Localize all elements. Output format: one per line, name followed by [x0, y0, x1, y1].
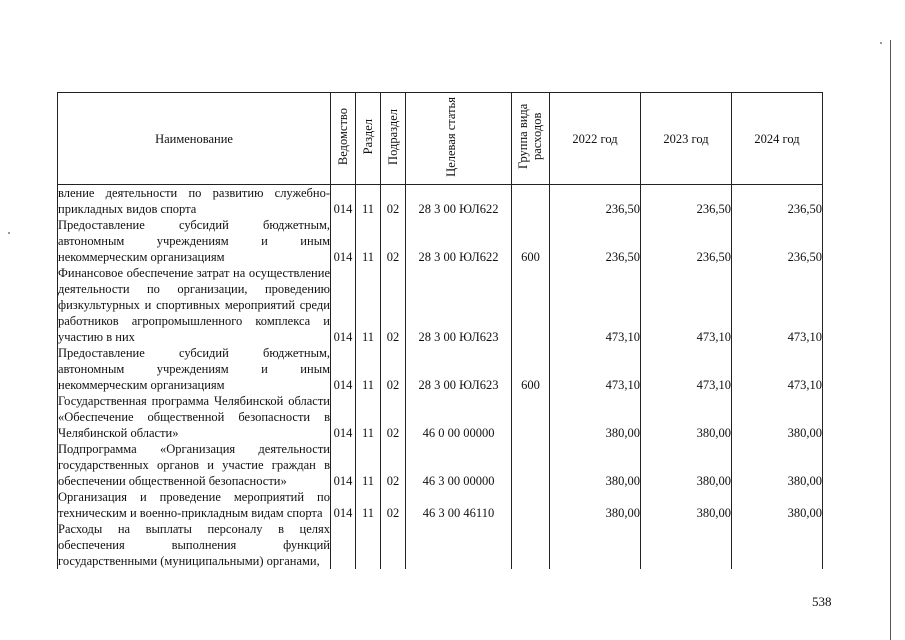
col-header-subsection: Подраздел — [381, 93, 406, 185]
row-2024 — [732, 521, 823, 569]
table-header-row — [58, 93, 823, 185]
row-subsection: 02 — [381, 393, 406, 441]
col-header-2022: 2022 год — [550, 93, 641, 185]
row-section: 11 — [356, 345, 381, 393]
row-section — [356, 521, 381, 569]
row-dept: 014 — [331, 345, 356, 393]
table-row — [58, 393, 823, 441]
row-2024: 236,50 — [732, 185, 823, 218]
table-row — [58, 441, 823, 489]
scan-edge-line — [890, 40, 891, 640]
table-row — [58, 217, 823, 265]
row-2024: 473,10 — [732, 265, 823, 345]
row-name: Подпрограмма «Организация деятельности государственных органов и участие граждан в обеспечении общественной безопасности» — [58, 442, 330, 488]
table-row — [58, 345, 823, 393]
page-number: 538 — [812, 594, 832, 609]
row-group — [512, 265, 550, 345]
row-subsection: 02 — [381, 441, 406, 489]
row-name: вление деятельности по развитию служебно-прикладных видов спорта — [58, 186, 330, 216]
row-dept: 014 — [331, 441, 356, 489]
row-2022: 380,00 — [550, 441, 641, 489]
row-2022 — [550, 521, 641, 569]
table-row — [58, 489, 823, 521]
row-group — [512, 185, 550, 218]
row-group: 600 — [512, 217, 550, 265]
row-2023: 380,00 — [641, 489, 732, 521]
row-section: 11 — [356, 265, 381, 345]
row-section: 11 — [356, 441, 381, 489]
row-group — [512, 441, 550, 489]
row-subsection: 02 — [381, 345, 406, 393]
row-dept: 014 — [331, 217, 356, 265]
table-row — [58, 521, 823, 569]
row-subsection — [381, 521, 406, 569]
row-target — [406, 521, 512, 569]
row-dept: 014 — [331, 489, 356, 521]
row-name: Предоставление субсидий бюджетным, автономным учреждениям и иным некоммерческим организациям — [58, 346, 330, 392]
table-row — [58, 265, 823, 345]
col-header-2023: 2023 год — [641, 93, 732, 185]
row-2023: 473,10 — [641, 345, 732, 393]
row-section: 11 — [356, 489, 381, 521]
row-target: 28 3 00 ЮЛ622 — [406, 185, 512, 218]
row-2023: 236,50 — [641, 185, 732, 218]
col-header-dept: Ведомство — [331, 93, 356, 185]
row-target: 46 0 00 00000 — [406, 393, 512, 441]
row-2023: 380,00 — [641, 441, 732, 489]
row-2024: 473,10 — [732, 345, 823, 393]
row-dept: 014 — [331, 393, 356, 441]
row-2023 — [641, 521, 732, 569]
row-subsection: 02 — [381, 489, 406, 521]
table-row — [58, 185, 823, 218]
row-2023: 236,50 — [641, 217, 732, 265]
col-header-name: Наименование — [58, 93, 331, 185]
row-name: Организация и проведение мероприятий по техническим и военно-прикладным видам спорта — [58, 490, 330, 520]
row-2022: 380,00 — [550, 393, 641, 441]
row-2022: 380,00 — [550, 489, 641, 521]
row-2022: 473,10 — [550, 345, 641, 393]
row-group — [512, 489, 550, 521]
row-2024: 380,00 — [732, 489, 823, 521]
row-section: 11 — [356, 217, 381, 265]
row-name: Предоставление субсидий бюджетным, автономным учреждениям и иным некоммерческим организациям — [58, 218, 330, 264]
row-subsection: 02 — [381, 217, 406, 265]
row-2023: 473,10 — [641, 265, 732, 345]
row-group: 600 — [512, 345, 550, 393]
row-group — [512, 393, 550, 441]
scan-dot — [880, 42, 882, 44]
col-header-target: Целевая статья — [406, 93, 512, 185]
row-2024: 380,00 — [732, 441, 823, 489]
col-header-expense-group: Группа вида расходов — [512, 93, 550, 185]
row-section: 11 — [356, 393, 381, 441]
row-dept: 014 — [331, 265, 356, 345]
row-target: 28 3 00 ЮЛ622 — [406, 217, 512, 265]
row-2024: 380,00 — [732, 393, 823, 441]
row-target: 46 3 00 00000 — [406, 441, 512, 489]
col-header-section: Раздел — [356, 93, 381, 185]
row-2022: 236,50 — [550, 185, 641, 218]
row-2023: 380,00 — [641, 393, 732, 441]
budget-table — [57, 92, 823, 569]
row-subsection: 02 — [381, 185, 406, 218]
row-name: Расходы на выплаты персоналу в целях обеспечения выполнения функций государственными (муниципальными) органами, — [58, 522, 330, 568]
row-2024: 236,50 — [732, 217, 823, 265]
row-target: 46 3 00 46110 — [406, 489, 512, 521]
row-dept — [331, 521, 356, 569]
row-2022: 236,50 — [550, 217, 641, 265]
row-subsection: 02 — [381, 265, 406, 345]
row-2022: 473,10 — [550, 265, 641, 345]
row-target: 28 3 00 ЮЛ623 — [406, 265, 512, 345]
scan-dot — [8, 232, 10, 234]
row-section: 11 — [356, 185, 381, 218]
col-header-2024: 2024 год — [732, 93, 823, 185]
row-name: Финансовое обеспечение затрат на осуществление деятельности по организации, проведению физкультурных и спортивных мероприятий среди работников агропромышленного комплекса и участию в них — [58, 266, 330, 344]
row-target: 28 3 00 ЮЛ623 — [406, 345, 512, 393]
row-group — [512, 521, 550, 569]
row-dept: 014 — [331, 185, 356, 218]
row-name: Государственная программа Челябинской области «Обеспечение общественной безопасности в Челябинской области» — [58, 394, 330, 440]
